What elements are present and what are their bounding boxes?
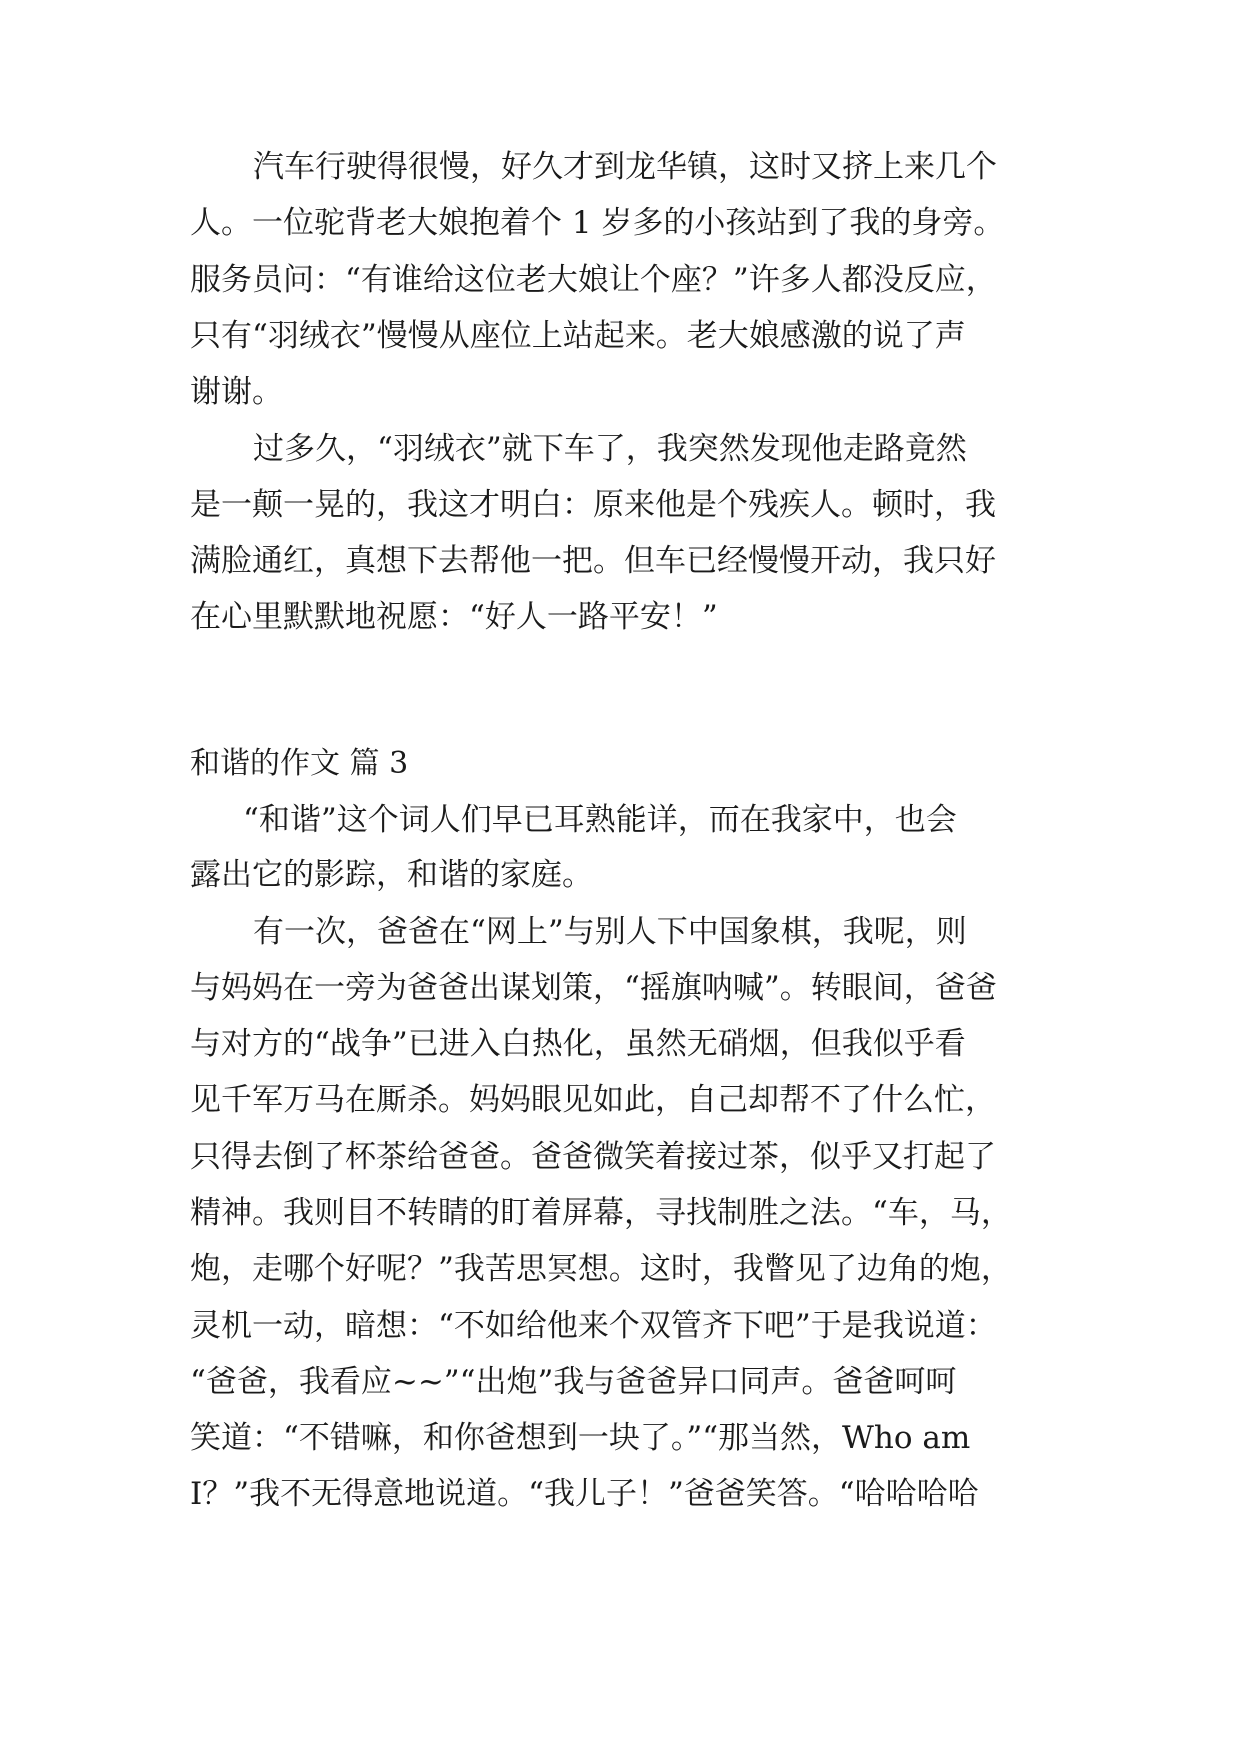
paragraph-line: 汽车行驶得很慢，好久才到龙华镇，这时又挤上来几个 xyxy=(253,149,997,185)
paragraph-line: 笑道：“不错嘛，和你爸想到一块了。”“那当然，Who am xyxy=(190,1420,971,1456)
paragraph-line: 炮，走哪个好呢？”我苦思冥想。这时，我瞥见了边角的炮， xyxy=(190,1251,1012,1287)
paragraph-line: 见千军万马在厮杀。妈妈眼见如此，自己却帮不了什么忙， xyxy=(190,1082,996,1118)
section-heading: 和谐的作文 篇 3 xyxy=(190,746,409,781)
paragraph-line: 与对方的“战争”已进入白热化，虽然无硝烟，但我似乎看 xyxy=(190,1026,966,1062)
paragraph-line: 谢谢。 xyxy=(190,374,283,410)
paragraph-line: 人。一位驼背老大娘抱着个 1 岁多的小孩站到了我的身旁。 xyxy=(190,205,1005,241)
paragraph-line: 满脸通红，真想下去帮他一把。但车已经慢慢开动，我只好 xyxy=(190,543,996,579)
paragraph-line: 是一颠一晃的，我这才明白：原来他是个残疾人。顿时，我 xyxy=(190,487,996,523)
paragraph-line: 服务员问：“有谁给这位老大娘让个座？”许多人都没反应， xyxy=(190,262,997,298)
paragraph-line: 有一次，爸爸在“网上”与别人下中国象棋，我呢，则 xyxy=(253,914,967,950)
paragraph-line: 露出它的影踪，和谐的家庭。 xyxy=(190,857,593,893)
paragraph-line: “和谐”这个词人们早已耳熟能详，而在我家中，也会 xyxy=(243,802,957,838)
paragraph-line: 在心里默默地祝愿：“好人一路平安！” xyxy=(190,599,718,635)
paragraph-line: 精神。我则目不转睛的盯着屏幕，寻找制胜之法。“车，马， xyxy=(190,1195,1012,1231)
paragraph-line: “爸爸，我看应~~”“出炮”我与爸爸异口同声。爸爸呵呵 xyxy=(190,1364,957,1400)
paragraph-line: 只得去倒了杯茶给爸爸。爸爸微笑着接过茶，似乎又打起了 xyxy=(190,1139,996,1175)
paragraph-line: 过多久，“羽绒衣”就下车了，我突然发现他走路竟然 xyxy=(253,431,967,467)
paragraph-line: 只有“羽绒衣”慢慢从座位上站起来。老大娘感激的说了声 xyxy=(190,318,966,354)
paragraph-line: I？”我不无得意地说道。“我儿子！”爸爸笑答。“哈哈哈哈 xyxy=(190,1476,979,1512)
paragraph-line: 灵机一动，暗想：“不如给他来个双管齐下吧”于是我说道： xyxy=(190,1308,997,1344)
paragraph-line: 与妈妈在一旁为爸爸出谋划策，“摇旗呐喊”。转眼间，爸爸 xyxy=(190,970,997,1006)
